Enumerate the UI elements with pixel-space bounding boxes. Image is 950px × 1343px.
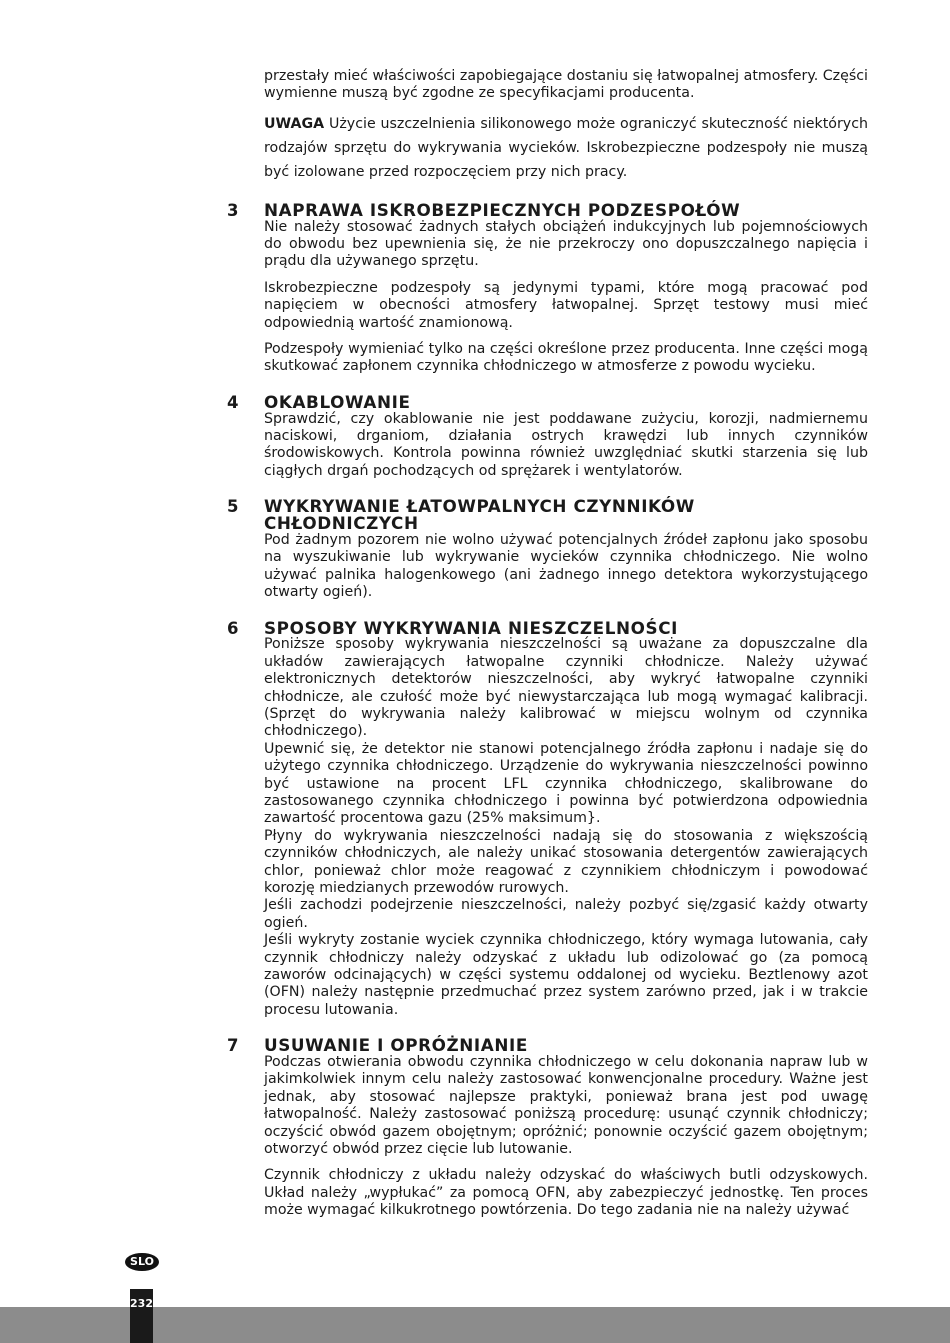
section-paragraph: Sprawdzić, czy okablowanie nie jest poddawane zużyciu, korozji, nadmiernemu naciskowi, drganiom, działania ostrych krawędzi lub innych czynników środowiskowych. Kontrola powinna również uwzględniać skutki starzenia się lub ciągłych drgań pochodzących od sprężarek i wentylatorów.	[264, 410, 868, 479]
uwaga-note	[264, 112, 868, 184]
section-7	[227, 1035, 868, 1219]
section-paragraph: Płyny do wykrywania nieszczelności nadają się do stosowania z większością czynników chłodniczych, ale należy unikać stosowania detergentów zawierających chlor, ponieważ chlor może reagować z czynnikiem chłodniczym i powodować korozję miedzianych przewodów rurowych.	[264, 827, 868, 896]
language-badge: SLO	[125, 1253, 159, 1271]
section-5	[227, 496, 868, 601]
section-number: 6	[227, 618, 239, 638]
section-title: OKABLOWANIE	[264, 391, 411, 412]
section-paragraph: Iskrobezpieczne podzespoły są jedynymi typami, które mogą pracować pod napięciem w obecności atmosfery łatwopalnej. Sprzęt testowy musi mieć odpowiednią wartość znamionową.	[264, 279, 868, 331]
section-paragraph: Jeśli wykryty zostanie wyciek czynnika chłodniczego, który wymaga lutowania, cały czynnik chłodniczy należy odzyskać z układu lub odizolować go (za pomocą zaworów odcinających) w części systemu oddalonej od wycieku. Beztlenowy azot (OFN) należy następnie przedmuchać przez system zarówno przed, jak i w trakcie procesu lutowania.	[264, 932, 868, 1018]
page-number: 232	[130, 1289, 153, 1343]
section-paragraph: Czynnik chłodniczy z układu należy odzyskać do właściwych butli odzyskowych. Układ należy „wypłukać” za pomocą OFN, aby zabezpieczyć jednostkę. Ten proces może wymagać kilkukrotnego powtórzenia. Do tego zadania nie na należy używać	[264, 1167, 868, 1219]
uwaga-text: Użycie uszczelnienia silikonowego może ograniczyć skuteczność niektórych rodzajów sprzętu do wykrywania wycieków. Iskrobezpieczne podzespoły nie muszą być izolowane przed rozpoczęciem przy nich pracy.	[264, 115, 868, 180]
section-4	[227, 391, 868, 480]
section-title: USUWANIE I OPRÓŻNIANIE	[264, 1035, 528, 1056]
section-number: 3	[227, 200, 239, 220]
section-title	[264, 498, 868, 532]
uwaga-label: UWAGA	[264, 115, 325, 132]
section-title: NAPRAWA ISKROBEZPIECZNYCH PODZESPOŁÓW	[264, 199, 741, 220]
page-content	[227, 68, 868, 1220]
section-number: 4	[227, 392, 239, 412]
section-number: 5	[227, 497, 239, 517]
section-paragraph: Podzespoły wymieniać tylko na części określone przez producenta. Inne części mogą skutkować zapłonem czynnika chłodniczego w atmosferze z powodu wycieku.	[264, 341, 868, 375]
section-3	[227, 199, 868, 376]
section-title-line-1: WYKRYWANIE ŁATOWPALNYCH CZYNNIKÓW	[264, 496, 695, 517]
section-paragraph: Podczas otwierania obwodu czynnika chłodniczego w celu dokonania napraw lub w jakimkolwiek innym celu należy zastosować konwencjonalne procedury. Ważne jest jednak, aby stosować najlepsze praktyki, ponieważ brana jest pod uwagę łatwopalność. Należy zastosować poniższą procedurę: usunąć czynnik chłodniczy; oczyścić obwód gazem obojętnym; opróżnić; ponownie oczyścić gazem obojętnym; otworzyć obwód przez cięcie lub lutowanie.	[264, 1054, 868, 1158]
section-paragraph: Nie należy stosować żadnych stałych obciążeń indukcyjnych lub pojemnościowych do obwodu bez upewnienia się, że nie przekroczy ono dopuszczalnego napięcia i prądu dla używanego sprzętu.	[264, 218, 868, 270]
section-paragraph: Jeśli zachodzi podejrzenie nieszczelności, należy pozbyć się/zgasić każdy otwarty ogień.	[264, 897, 868, 931]
section-paragraph: Pod żadnym pozorem nie wolno używać potencjalnych źródeł zapłonu jako sposobu na wyszukiwanie lub wykrywanie wycieków czynnika chłodniczego. Nie wolno używać palnika halogenkowego (ani żadnego innego detektora wykorzystującego otwarty ogień).	[264, 531, 868, 601]
section-paragraph: Upewnić się, że detektor nie stanowi potencjalnego źródła zapłonu i nadaje się do użytego czynnika chłodniczego. Urządzenie do wykrywania nieszczelności powinno być ustawione na procent LFL czynnika chłodniczego, skalibrowane do zastosowanego czynnika chłodniczego i powinna być potwierdzona odpowiednia zawartość procentowa gazu (25% maksimum}.	[264, 740, 868, 827]
section-title-line-2: CHŁODNICZYCH	[264, 513, 419, 534]
section-6	[227, 617, 868, 1020]
intro-paragraph: przestały mieć właściwości zapobiegające dostaniu się łatwopalnej atmosfery. Części wymienne muszą być zgodne ze specyfikacjami producenta.	[264, 68, 868, 102]
section-number: 7	[227, 1036, 239, 1056]
section-title: SPOSOBY WYKRYWANIA NIESZCZELNOŚCI	[264, 617, 678, 638]
section-paragraph: Poniższe sposoby wykrywania nieszczelności są uważane za dopuszczalne dla układów zawierających łatwopalne czynniki chłodnicze. Należy używać elektronicznych detektorów nieszczelności, aby wykryć łatwopalne czynniki chłodnicze, ale czułość może być niewystarczająca lub mogą wymagać kalibracji. (Sprzęt do wykrywania należy kalibrować w miejscu wolnym od czynnika chłodniczego).	[264, 636, 868, 740]
